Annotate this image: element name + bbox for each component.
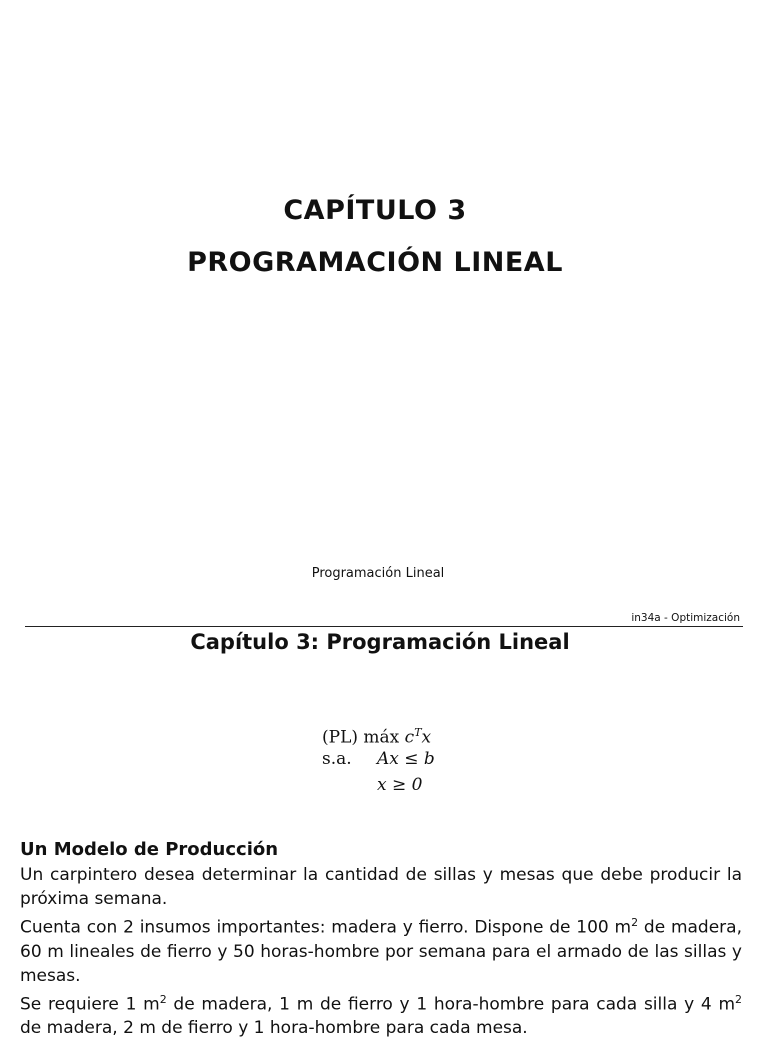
formula-var-x: x <box>421 727 432 748</box>
formula-constraint-row-2 <box>322 772 431 798</box>
section-heading: Un Modelo de Producción <box>20 839 279 860</box>
formula-var-c: c <box>404 727 415 748</box>
course-footer: in34a - Optimización <box>631 612 740 624</box>
slide-footer-title: Programación Lineal <box>311 566 445 581</box>
formula-operator: máx <box>363 727 400 748</box>
formula-label: (PL) <box>322 727 358 748</box>
paragraph-1: Un carpintero desea determinar la cantidad de sillas y mesas que debe producir la próxima semana. <box>20 865 742 909</box>
chapter-number-title: CAPÍTULO 3 <box>283 195 467 226</box>
problem-description <box>20 863 742 1040</box>
formula-constraint-2: x ≥ 0 <box>377 775 423 795</box>
formula-constraint-row-1 <box>322 746 435 772</box>
formula-transpose: T <box>414 726 422 739</box>
paragraph-3: Se requiere 1 $m^2$ de madera, 1 m de fierro y 1 hora-hombre para cada silla y 4 $m^2$ de madera, 2 m de fierro y 1 hora-hombre para cada mesa. <box>20 992 743 1039</box>
paragraph-2: Cuenta con 2 insumos importantes: madera y fierro. Dispone de 100 $m^2$ de madera, 60 m lineales de fierro y 50 horas-hombre por semana para el armado de las sillas y mesas. <box>20 916 742 986</box>
lp-formulation <box>322 720 435 798</box>
slide-divider <box>25 626 743 627</box>
slide-title: Capítulo 3: Programación Lineal <box>190 630 570 654</box>
formula-st-label: s.a. <box>322 749 352 769</box>
formula-objective-row <box>322 720 431 746</box>
chapter-name-title: PROGRAMACIÓN LINEAL <box>187 247 563 278</box>
formula-constraint-1: Ax ≤ b <box>377 749 435 769</box>
